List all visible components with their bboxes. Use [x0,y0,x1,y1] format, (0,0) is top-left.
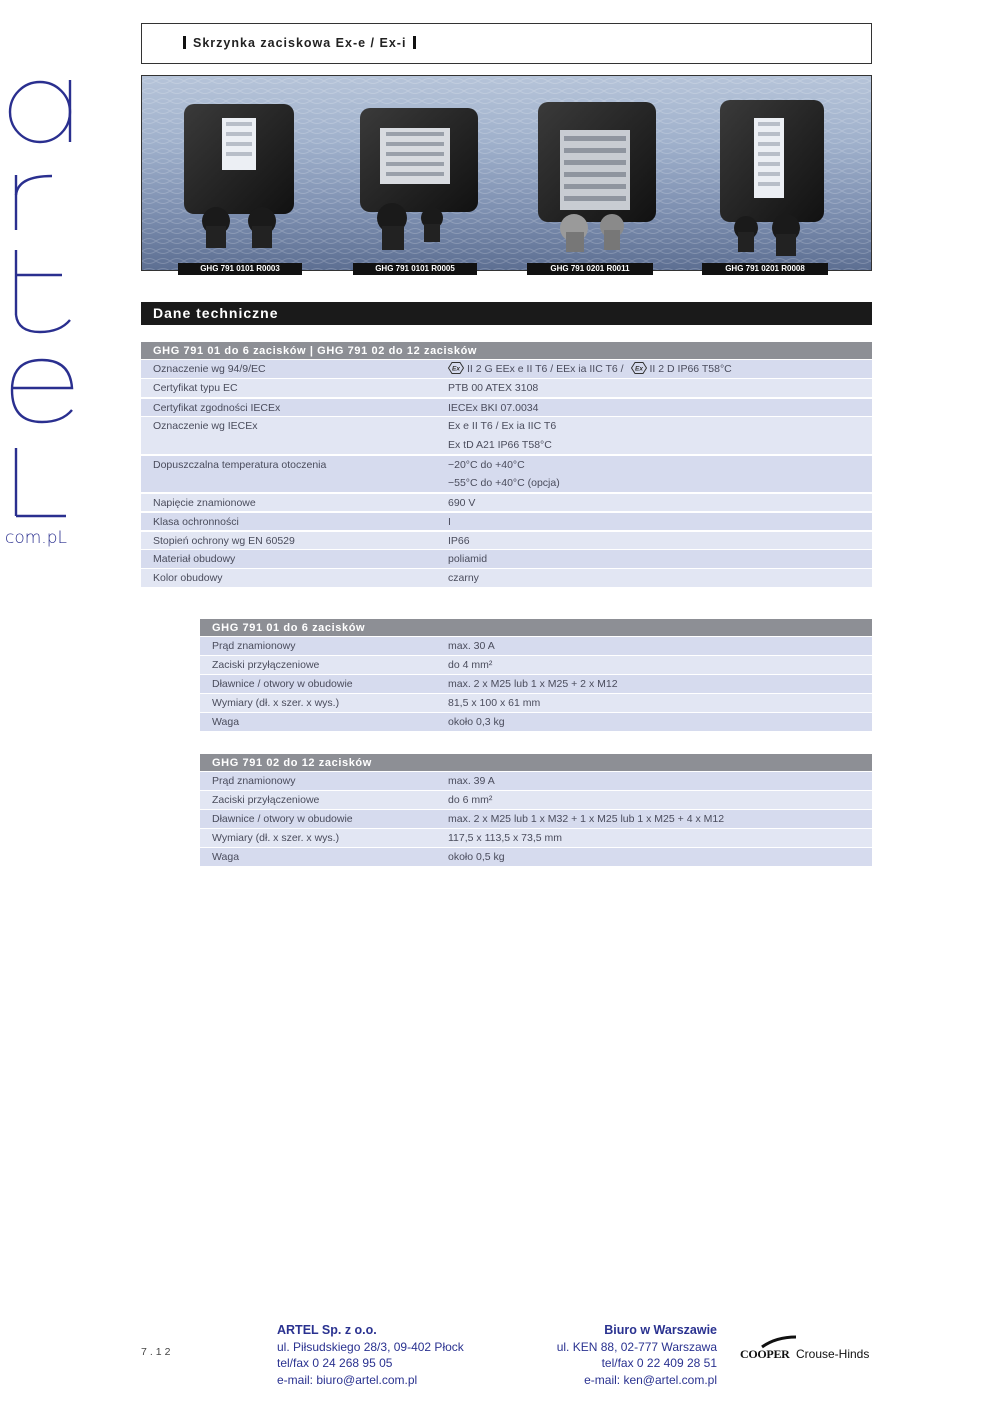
table-row [200,655,872,674]
address-line: ul. KEN 88, 02-777 Warszawa [556,1339,717,1354]
ex-hexagon-icon [631,362,647,374]
row-value: IECEx BKI 07.0034 [448,402,539,414]
page-number: 7.12 [141,1346,174,1358]
table-row [141,549,872,568]
row-label: Prąd znamionowy [212,775,296,787]
table-row [141,530,872,549]
row-value: do 6 mm² [448,794,493,806]
section-heading-text: Dane techniczne [153,305,279,321]
row-value: −55°C do +40°C (opcja) [448,477,560,489]
company-name: ARTEL Sp. z o.o. [277,1323,377,1337]
svg-text:Ex: Ex [634,365,643,373]
title-bar-right [413,36,416,49]
row-label: Dławnice / otwory w obudowie [212,813,353,825]
main-spec-table-header: GHG 791 01 do 6 zacisków | GHG 791 02 do 12 zacisków [141,342,872,359]
row-value: max. 39 A [448,775,495,787]
page-title-text: Skrzynka zaciskowa Ex-e / Ex-i [193,36,407,50]
page-header [141,23,872,64]
photo-caption-1: GHG 791 0101 R0003 [178,263,302,275]
row-value: −20°C do +40°C [448,459,525,471]
page-title [176,36,423,50]
row-value: do 4 mm² [448,659,493,671]
office-name: Biuro w Warszawie [604,1323,717,1337]
table-row [200,693,872,712]
row-label: Materiał obudowy [153,553,236,565]
table-row [141,511,872,530]
table-row [141,473,872,492]
artel-logo-letters [4,70,82,530]
artel-logo-domain: com.pL [5,528,67,548]
row-value: około 0,5 kg [448,851,505,863]
table-row [200,809,872,828]
row-value: max. 30 A [448,640,495,652]
row-value: Ex tD A21 IP66 T58°C [448,439,552,451]
table-row [200,636,872,655]
phone-line: tel/fax 0 24 268 95 05 [277,1356,393,1370]
title-bar-left [183,36,186,49]
address-warsaw [520,1322,717,1388]
row-value: PTB 00 ATEX 3108 [448,382,539,394]
row-label: Wymiary (dł. x szer. x wys.) [212,697,340,709]
row-label: Kolor obudowy [153,572,223,584]
table-row [141,359,872,378]
row-value: I [448,516,451,528]
product-photo [141,75,872,271]
row-value: 117,5 x 113,5 x 73,5 mm [448,832,563,844]
spec-table-6-header: GHG 791 01 do 6 zacisków [200,619,872,636]
spec-table-12-header: GHG 791 02 do 12 zacisków [200,754,872,771]
row-label: Prąd znamionowy [212,640,296,652]
atex-marking-gas: II 2 G EEx e II T6 / EEx ia IIC T6 / [467,363,624,375]
atex-marking-dust: II 2 D IP66 T58°C [649,363,732,375]
row-value: czarny [448,572,479,584]
table-row [200,771,872,790]
address-line: ul. Piłsudskiego 28/3, 09-402 Płock [277,1339,464,1354]
row-value: 690 V [448,497,476,509]
main-spec-table [141,342,872,587]
address-hq [277,1322,464,1388]
table-row [200,674,872,693]
spec-table-12-terminals [200,754,872,866]
row-label: Zaciski przyłączeniowe [212,659,320,671]
brand-cooper: COOPER [740,1347,790,1361]
row-label: Zaciski przyłączeniowe [212,794,320,806]
table-row [141,416,872,435]
phone-line: tel/fax 0 22 409 28 51 [601,1356,717,1370]
table-row [141,492,872,511]
table-row [200,790,872,809]
email-line[interactable]: e-mail: ken@artel.com.pl [584,1372,717,1387]
row-label: Wymiary (dł. x szer. x wys.) [212,832,340,844]
cooper-crouse-hinds-logo [740,1335,875,1363]
photo-caption-2: GHG 791 0101 R0005 [353,263,477,275]
row-label: Waga [212,716,240,728]
svg-text:Ex: Ex [452,365,460,373]
row-value: około 0,3 kg [448,716,505,728]
table-row [200,847,872,866]
spec-table-6-terminals [200,619,872,731]
table-row [141,454,872,473]
ex-hexagon-icon [448,362,464,374]
row-label: Napięcie znamionowe [153,497,256,509]
photo-caption-3: GHG 791 0201 R0011 [527,263,653,275]
artel-logo [4,70,82,560]
row-label: Certyfikat typu EC [153,382,238,394]
row-label: Dopuszczalna temperatura otoczenia [153,459,327,471]
table-row [200,712,872,731]
row-label: Waga [212,851,240,863]
table-row [141,435,872,454]
row-value [448,360,732,378]
row-label: Dławnice / otwory w obudowie [212,678,353,690]
brand-crouse-hinds: Crouse-Hinds [796,1347,870,1361]
row-label: Stopień ochrony wg EN 60529 [153,535,295,547]
table-row [141,378,872,397]
section-heading [141,302,872,325]
row-value: 81,5 x 100 x 61 mm [448,697,541,709]
table-row [200,828,872,847]
table-row [141,568,872,587]
row-label: Oznaczenie wg IECEx [153,420,258,432]
row-value: max. 2 x M25 lub 1 x M32 + 1 x M25 lub 1 x M25 + 4 x M12 [448,813,725,825]
row-label: Klasa ochronności [153,516,239,528]
email-line[interactable]: e-mail: biuro@artel.com.pl [277,1372,418,1387]
row-value: IP66 [448,535,470,547]
row-value: Ex e II T6 / Ex ia IIC T6 [448,420,557,432]
row-value: max. 2 x M25 lub 1 x M25 + 2 x M12 [448,678,618,690]
row-label: Certyfikat zgodności IECEx [153,402,281,414]
photo-caption-4: GHG 791 0201 R0008 [702,263,828,275]
row-value: poliamid [448,553,488,565]
row-label: Oznaczenie wg 94/9/EC [153,363,266,375]
table-row [141,397,872,416]
